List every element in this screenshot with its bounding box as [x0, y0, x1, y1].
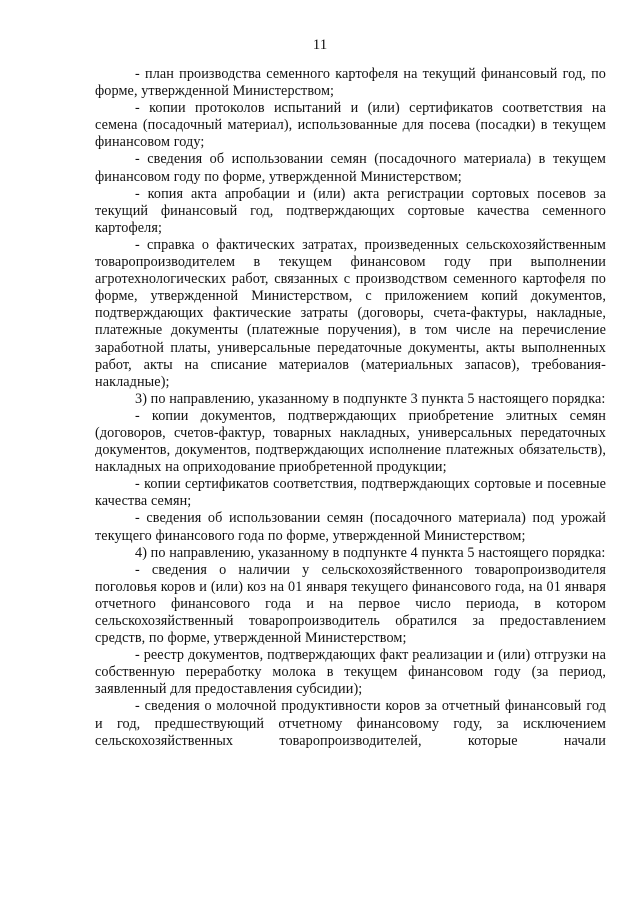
list-item: - копии протоколов испытаний и (или) сертификатов соответствия на семена (посадочный материал), использованные для посева (посадки) в текущем финансовом году;	[95, 100, 606, 151]
page-number: 11	[312, 37, 328, 53]
list-item: - план производства семенного картофеля на текущий финансовый год, по форме, утвержденной Министерством;	[95, 66, 606, 100]
list-item: - копии документов, подтверждающих приобретение элитных семян (договоров, счетов-фактур, товарных накладных, универсальных передаточных документов, документов, подтверждающих исполнение платежных обязательств), накладных на оприходование приобретенной продукции;	[95, 407, 606, 476]
section-heading: 4) по направлению, указанному в подпункте 4 пункта 5 настоящего порядка:	[135, 544, 606, 561]
section-heading: 3) по направлению, указанному в подпункте 3 пункта 5 настоящего порядка:	[135, 390, 606, 407]
list-item: - копия акта апробации и (или) акта регистрации сортовых посевов за текущий финансовый год, подтверждающих сортовые качества семенного картофеля;	[95, 185, 606, 236]
list-item: - реестр документов, подтверждающих факт реализации и (или) отгрузки на собственную переработку молока в текущем финансовом году (за период, заявленный для предоставления субсидии);	[95, 647, 606, 698]
list-item: - сведения о молочной продуктивности коров за отчетный финансовый год и год, предшествующий отчетному финансовому году, за исключением сельскохозяйственных товаропроизводителей, которые начали	[95, 698, 606, 749]
list-item: - сведения об использовании семян (посадочного материала) в текущем финансовом году по форме, утвержденной Министерством;	[95, 151, 606, 185]
document-body	[95, 66, 606, 750]
list-item: - сведения об использовании семян (посадочного материала) под урожай текущего финансового года по форме, утвержденной Министерством;	[95, 510, 606, 544]
list-item: - справка о фактических затратах, произведенных сельскохозяйственным товаропроизводителем в текущем финансовом году при выполнении агротехнологических работ, связанных с производством семенного картофеля по форме, утвержденной Министерством, с приложением копий документов, подтверждающих фактические затраты (договоры, счета-фактуры, накладные, платежные документы (платежные поручения), в том числе на перечисление заработной платы, универсальные передаточные документы, акты выполненных работ, акты на списание материалов (материальных запасов), требования-накладные);	[95, 236, 606, 390]
list-item: - копии сертификатов соответствия, подтверждающих сортовые и посевные качества семян;	[95, 476, 606, 510]
list-item: - сведения о наличии у сельскохозяйственного товаропроизводителя поголовья коров и (или) коз на 01 января текущего финансового года, на 01 января отчетного финансового года и на первое число периода, в котором сельскохозяйственный товаропроизводитель обратился за предоставлением средств, по форме, утвержденной Министерством;	[95, 561, 606, 647]
